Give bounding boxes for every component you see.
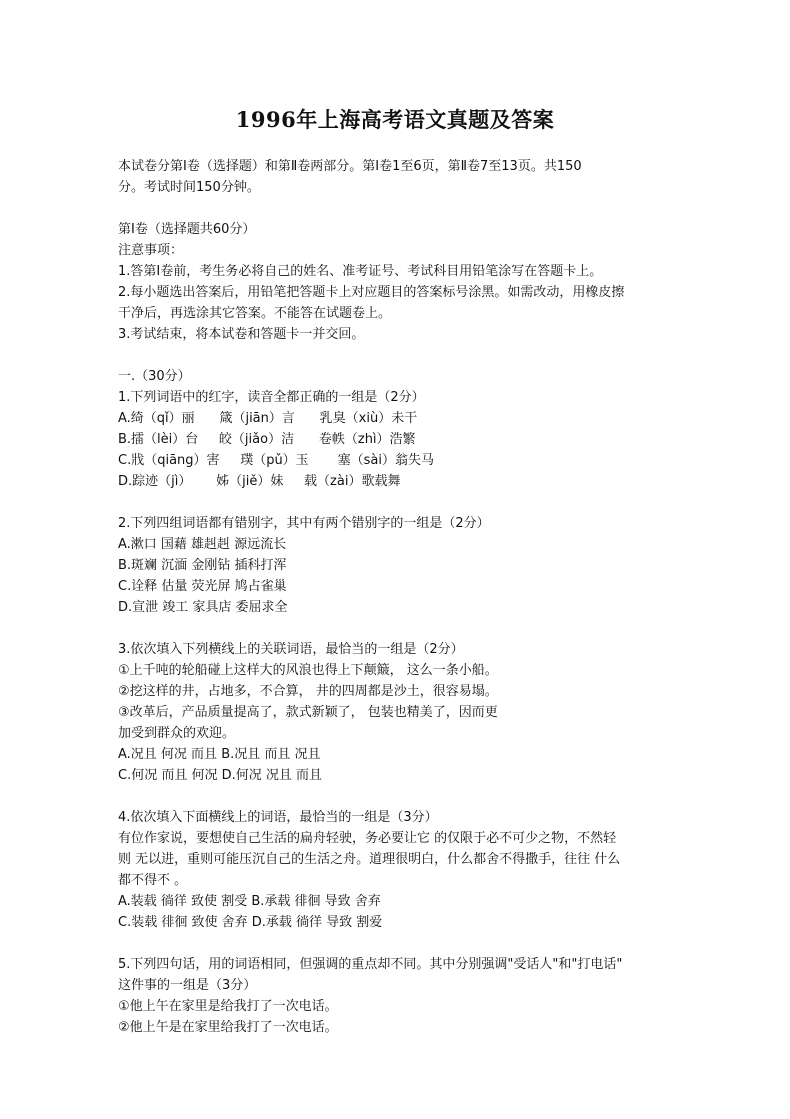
- text-line: 本试卷分第Ⅰ卷（选择题）和第Ⅱ卷两部分。第Ⅰ卷1至6页，第Ⅱ卷7至13页。共150: [118, 159, 582, 174]
- question-stem: 3.依次填入下列横线上的关联词语，最恰当的一组是（2分）: [118, 642, 464, 657]
- text-line: 注意事项：: [118, 243, 184, 258]
- question-5: [118, 954, 678, 1038]
- option-line: A.装载 徜徉 致使 割受 B.承载 徘徊 导致 舍弃: [118, 894, 381, 909]
- notice-section: [118, 219, 678, 345]
- text-line: 都不得不 。: [118, 873, 188, 888]
- question-2: [118, 513, 678, 618]
- text-line: ①他上午在家里是给我打了一次电话。: [118, 999, 338, 1014]
- option-line: B.擂（lèi）台 皎（jiǎo）洁 卷帙（zhì）浩繁: [118, 432, 416, 447]
- text-line: 3.考试结束，将本试卷和答题卡一并交回。: [118, 327, 365, 342]
- text-line: ③改革后，产品质量提高了，款式新颖了， 包装也精美了，因而更: [118, 705, 498, 720]
- text-line: 则 无以进，重则可能压沉自己的生活之舟。道理很明白，什么都舍不得撒手，往往 什么: [118, 852, 621, 867]
- text-line: ②他上午是在家里给我打了一次电话。: [118, 1020, 338, 1035]
- page-title: 1996年上海高考语文真题及答案: [235, 107, 555, 132]
- question-stem: 5.下列四句话，用的词语相同，但强调的重点却不同。其中分别强调"受话人"和"打电话": [118, 957, 623, 972]
- section-heading: 一.（30分）: [118, 369, 191, 384]
- text-line: 有位作家说，要想使自己生活的扁舟轻驶，务必要让它 的仅限于必不可少之物，不然轻: [118, 831, 617, 846]
- option-line: A.绮（qǐ）丽 箴（jiān）言 乳臭（xiù）未干: [118, 411, 418, 426]
- section-heading: 第Ⅰ卷（选择题共60分）: [118, 222, 256, 237]
- text-line: ①上千吨的轮船碰上这样大的风浪也得上下颠簸， 这么一条小船。: [118, 663, 498, 678]
- text-line: 2.每小题选出答案后，用铅笔把答题卡上对应题目的答案标号涂黑。如需改动，用橡皮擦: [118, 285, 625, 300]
- option-line: B.斑斓 沉湎 金刚钻 插科打浑: [118, 558, 287, 573]
- option-line: A.况且 何况 而且 B.况且 而且 况且: [118, 747, 321, 762]
- text-line: 干净后，再选涂其它答案。不能答在试题卷上。: [118, 306, 392, 321]
- option-line: A.漱口 国藉 雄赳赳 源远流长: [118, 537, 287, 552]
- question-3: [118, 639, 678, 786]
- question-stem: 1.下列词语中的红字，读音全都正确的一组是（2分）: [118, 390, 425, 405]
- option-line: C.诠释 估量 荧光屏 鸠占雀巢: [118, 579, 287, 594]
- question-stem: 4.依次填入下面横线上的词语，最恰当的一组是（3分）: [118, 810, 438, 825]
- text-line: 这件事的一组是（3分）: [118, 978, 257, 993]
- text-line: 分。考试时间150分钟。: [118, 180, 260, 195]
- option-line: C.戕（qiāng）害 璞（pǔ）玉 塞（sài）翁失马: [118, 453, 434, 468]
- option-line: C.装载 徘徊 致使 舍弃 D.承载 徜徉 导致 割爱: [118, 915, 383, 930]
- text-line: ②挖这样的井，占地多，不合算， 井的四周都是沙土，很容易塌。: [118, 684, 498, 699]
- option-line: D.踪迹（jì） 姊（jiě）妹 载（zài）歌载舞: [118, 474, 401, 489]
- text-line: 加受到群众的欢迎。: [118, 726, 236, 741]
- question-1: [118, 366, 678, 492]
- option-line: D.宣泄 竣工 家具店 委屈求全: [118, 600, 288, 615]
- intro-paragraph: [118, 156, 678, 198]
- question-4: [118, 807, 678, 933]
- document-body: [118, 156, 678, 1038]
- text-line: 1.答第Ⅰ卷前，考生务必将自己的姓名、准考证号、考试科目用铅笔涂写在答题卡上。: [118, 264, 603, 279]
- question-stem: 2.下列四组词语都有错别字，其中有两个错别字的一组是（2分）: [118, 516, 490, 531]
- option-line: C.何况 而且 何况 D.何况 况且 而且: [118, 768, 323, 783]
